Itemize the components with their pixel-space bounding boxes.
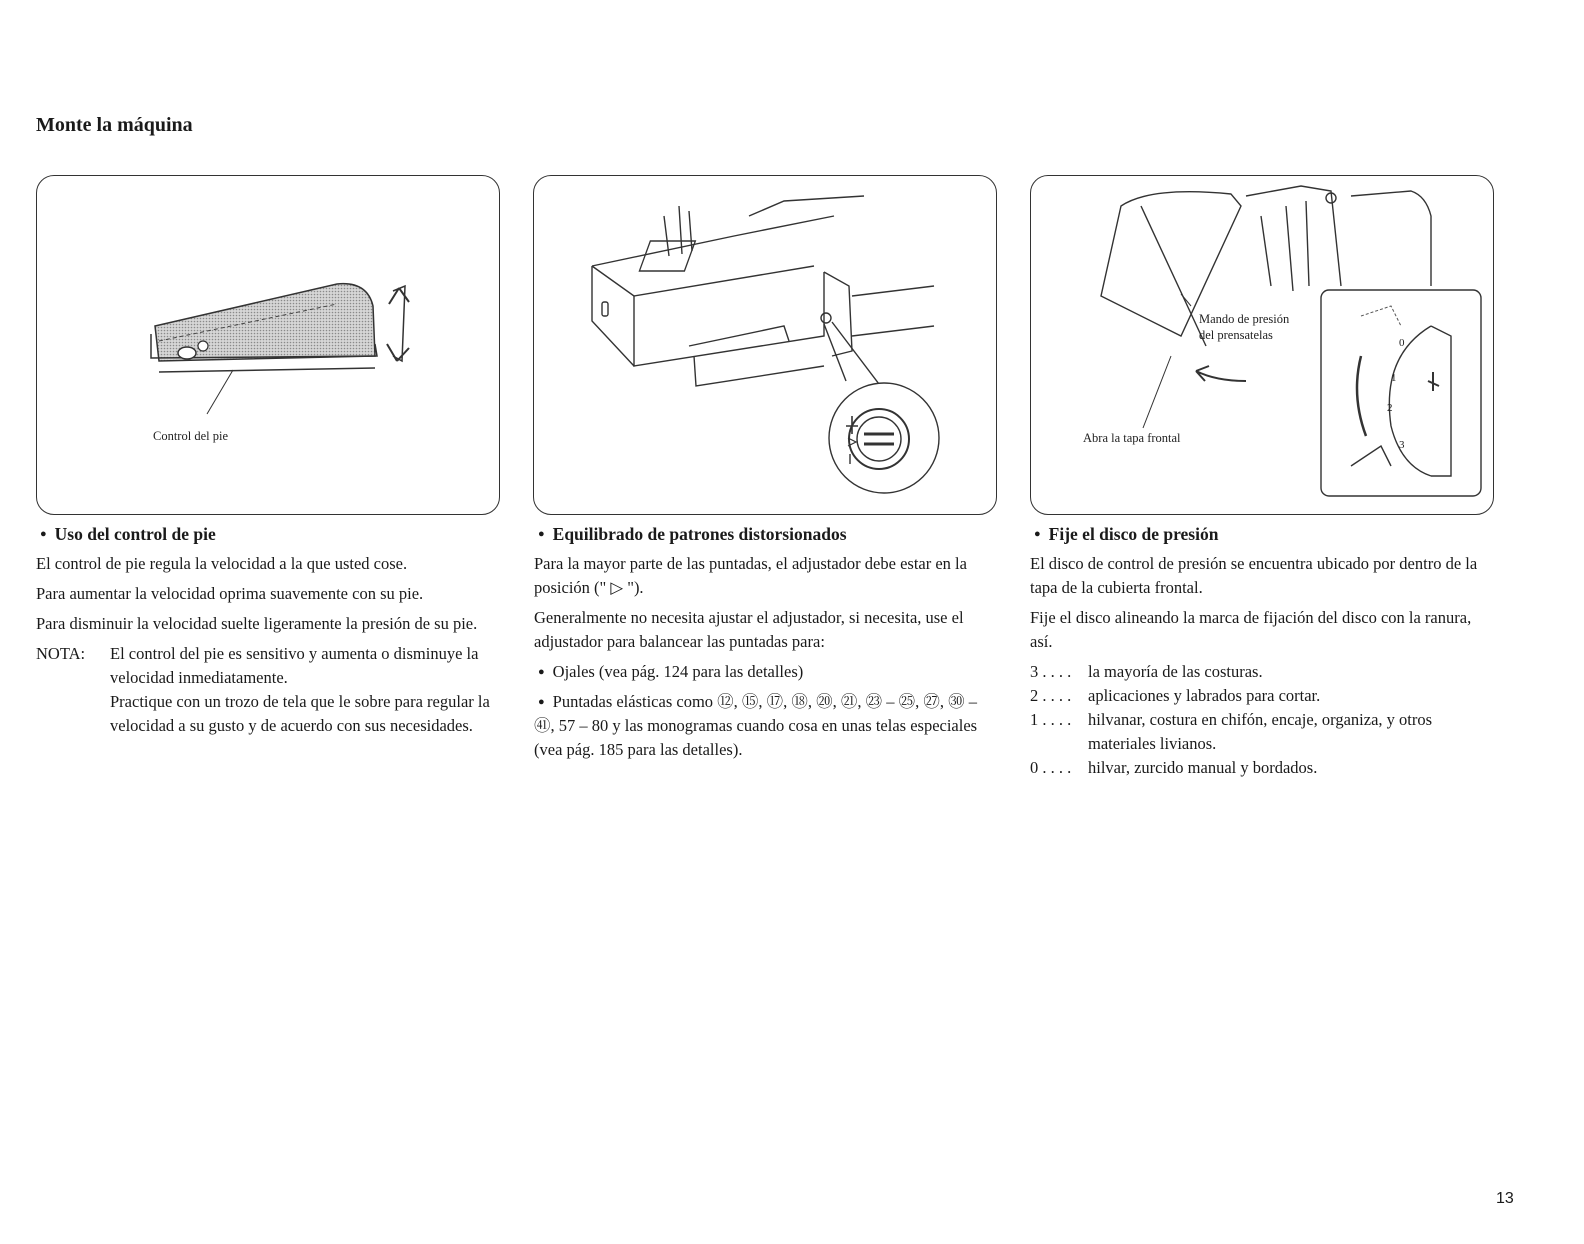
- list-item: ● Puntadas elásticas como ⑫, ⑮, ⑰, ⑱, ⑳, ㉑, ㉓ – ㉕, ㉗, ㉚ – ㊶, 57 – 80 y las monogramas cuando cosa en unas telas especiales (vea pág. 185 para las detalles).: [534, 692, 978, 759]
- paragraph: Para disminuir la velocidad suelte ligeramente la presión de su pie.: [36, 614, 478, 633]
- paragraph: El control de pie regula la velocidad a la que usted cose.: [36, 554, 408, 573]
- paragraph: Generalmente no necesita ajustar el adjustador, si necesita, use el adjustador para balancear las puntadas para:: [534, 608, 964, 651]
- pressure-heading: ● Fije el disco de presión: [1034, 524, 1219, 544]
- page-title: Monte la máquina: [36, 114, 193, 136]
- foot-control-caption: Control del pie: [153, 429, 228, 443]
- note-line: Practique con un trozo de tela que le sobre para regular la velocidad a su gusto y de acuerdo con sus necesidades.: [110, 692, 490, 735]
- setting-key: 2 . . . .: [1030, 686, 1072, 705]
- bullet-icon: ●: [1034, 528, 1041, 540]
- setting-key: 3 . . . .: [1030, 662, 1072, 681]
- setting-key: 0 . . . .: [1030, 758, 1072, 777]
- balance-adjuster-figure: [533, 175, 997, 515]
- dial-mark-3: 3: [1399, 439, 1405, 451]
- paragraph: Fije el disco alineando la marca de fijación del disco con la ranura, así.: [1030, 608, 1472, 651]
- pressure-dial-illustration: [1031, 176, 1494, 515]
- foot-control-heading: ● Uso del control de pie: [40, 524, 216, 544]
- balance-heading: ● Equilibrado de patrones distorsionados: [538, 524, 847, 544]
- bullet-icon: ●: [538, 528, 545, 540]
- setting-row: [1030, 756, 1496, 780]
- caption-leader-line: [207, 370, 233, 414]
- balance-section: [534, 522, 1000, 768]
- pressure-dial-caption-line1: Mando de presión: [1199, 312, 1290, 326]
- machine-bed-drawing: [592, 196, 934, 386]
- page-number: 13: [1496, 1190, 1514, 1207]
- front-cover-caption: Abra la tapa frontal: [1083, 431, 1181, 445]
- foot-pedal-drawing: [151, 284, 377, 372]
- setting-key: 1 . . . .: [1030, 710, 1072, 729]
- setting-desc: hilvar, zurcido manual y bordados.: [1088, 758, 1318, 777]
- paragraph: Para la mayor parte de las puntadas, el adjustador debe estar en la posición (" ▷ ").: [534, 554, 967, 597]
- paragraph: El disco de control de presión se encuentra ubicado por dentro de la tapa de la cubierta frontal.: [1030, 554, 1478, 597]
- bullet-icon: ●: [40, 528, 47, 540]
- paragraph: Para aumentar la velocidad oprima suavemente con su pie.: [36, 584, 424, 603]
- note: [36, 642, 502, 738]
- bullet-icon: ●: [538, 696, 545, 708]
- pressure-section: [1030, 522, 1496, 780]
- dial-mark-1: 1: [1391, 372, 1397, 384]
- list-item: ● Ojales (vea pág. 124 para las detalles): [538, 662, 804, 681]
- setting-desc: la mayoría de las costuras.: [1088, 662, 1263, 681]
- up-down-arrow-icon: [387, 286, 409, 361]
- open-arrow-icon: [1196, 366, 1246, 381]
- pressure-dial-caption-line2: del prensatelas: [1199, 328, 1273, 342]
- dial-mark-2: 2: [1387, 402, 1393, 414]
- setting-desc: aplicaciones y labrados para cortar.: [1088, 686, 1321, 705]
- balance-adjuster-illustration: [534, 176, 997, 515]
- setting-row: [1030, 684, 1496, 708]
- dial-mark-0: 0: [1399, 337, 1405, 349]
- dial-inset: [1321, 290, 1481, 496]
- setting-row: [1030, 708, 1496, 756]
- setting-desc: hilvanar, costura en chifón, encaje, organiza, y otros materiales livianos.: [1088, 710, 1433, 753]
- foot-control-section: [36, 522, 502, 738]
- setting-row: [1030, 660, 1496, 684]
- note-label: NOTA:: [36, 644, 86, 663]
- note-line: El control del pie es sensitivo y aumenta o disminuye la velocidad inmediatamente.: [110, 644, 479, 687]
- adjuster-zoom-callout: [824, 322, 939, 493]
- bullet-icon: ●: [538, 666, 545, 678]
- pressure-dial-figure: [1030, 175, 1494, 515]
- foot-control-figure: [36, 175, 500, 515]
- foot-control-illustration: [37, 176, 500, 515]
